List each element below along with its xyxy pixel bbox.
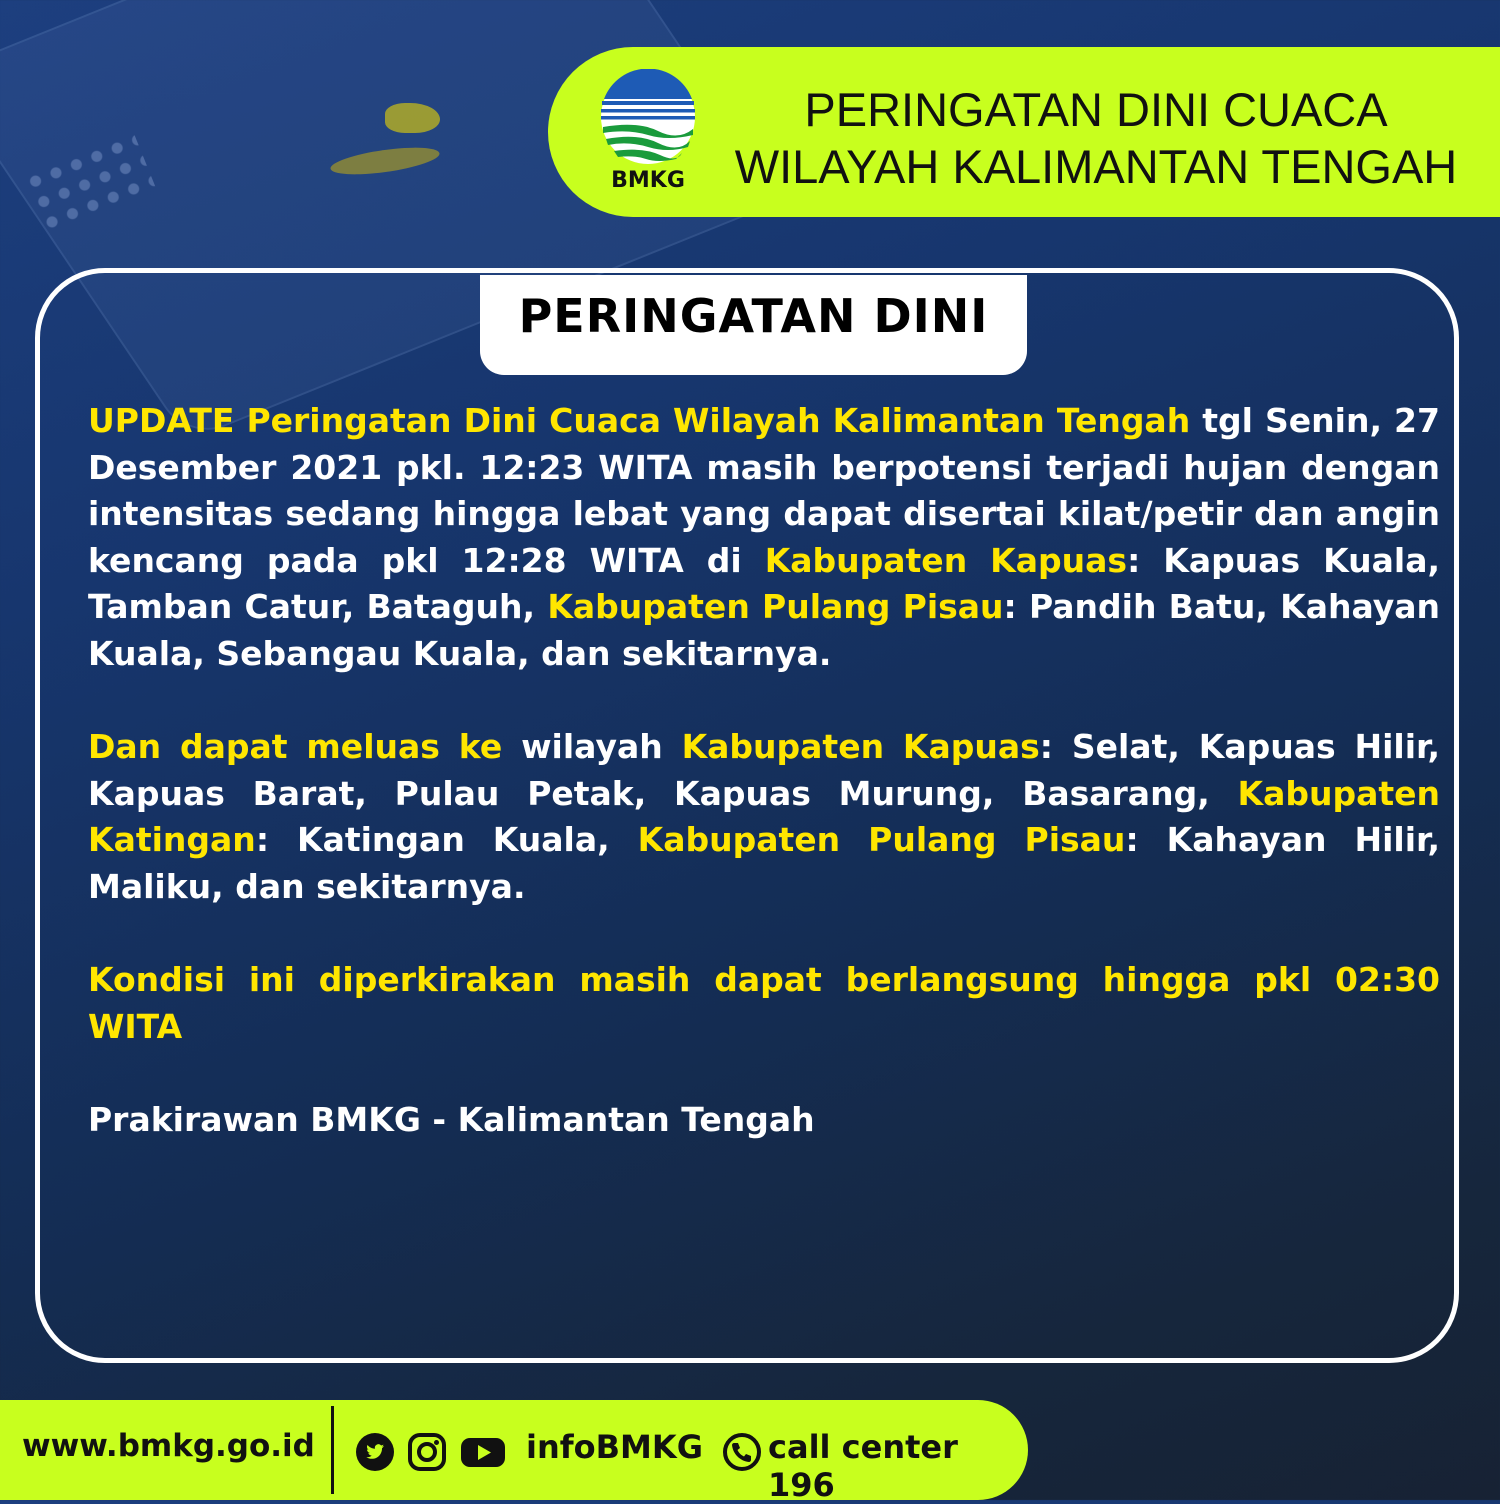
message-text: tgl Senin, 27 Desember 2021 pkl. 12:23 WITA masih berpotensi terjadi hujan dengan intensitas sedang hingga lebat yang dapat disertai kilat/petir dan angin kencang pada pkl 12:28 WITA di [88,401,1440,580]
website-link[interactable]: www.bmkg.go.id [22,1428,315,1464]
warning-message [88,398,1440,1190]
bmkg-logo [598,69,698,191]
message-paragraph-2 [88,724,1440,910]
title-line-1: PERINGATAN DINI CUACA [804,83,1388,136]
footer-divider [331,1406,334,1494]
page-title [726,81,1466,195]
message-signature: Prakirawan BMKG - Kalimantan Tengah [88,1099,815,1139]
highlighted-text: Kabupaten Katingan [88,773,1440,860]
highlighted-text: UPDATE Peringatan Dini Cuaca Wilayah Kalimantan Tengah [88,401,1191,440]
social-handle[interactable]: infoBMKG [526,1428,703,1466]
message-duration: Kondisi ini diperkirakan masih dapat berlangsung hingga pkl 02:30 WITA [88,960,1440,1046]
phone-icon [722,1432,762,1472]
title-line-2: WILAYAH KALIMANTAN TENGAH [734,140,1458,193]
highlighted-text: Kabupaten Kapuas [764,540,1128,580]
call-center[interactable]: call center 196 [768,1428,958,1504]
youtube-icon[interactable] [460,1432,506,1472]
message-text: : Kahayan Hilir, Maliku, dan sekitarnya. [88,820,1440,906]
message-text: : Selat, Kapuas Hilir, Kapuas Barat, Pulau Petak, Kapuas Murung, Basarang, [88,727,1440,813]
highlighted-text: Kabupaten Kapuas [681,727,1040,767]
highlighted-text: Dan dapat meluas ke [88,727,503,767]
logo-text: BMKG [611,168,685,191]
instagram-icon[interactable] [407,1432,447,1472]
message-text: : Pandih Batu, Kahayan Kuala, Sebangau Kuala, dan sekitarnya. [88,587,1440,673]
highlighted-text: Kabupaten Pulang Pisau [637,820,1126,860]
panel-tab-title: PERINGATAN DINI [518,289,989,343]
footer-bar [0,1400,1028,1504]
message-text: : Katingan Kuala, [255,820,638,860]
highlighted-text: Kabupaten Pulang Pisau [547,587,1004,627]
message-text: : Kapuas Kuala, Tamban Catur, Bataguh, [88,540,1440,627]
message-paragraph-1 [88,398,1440,678]
twitter-icon[interactable] [355,1432,395,1472]
message-text: wilayah [502,727,682,767]
header-banner [548,47,1500,217]
background-map-island [385,103,440,133]
panel-tab [480,275,1027,375]
